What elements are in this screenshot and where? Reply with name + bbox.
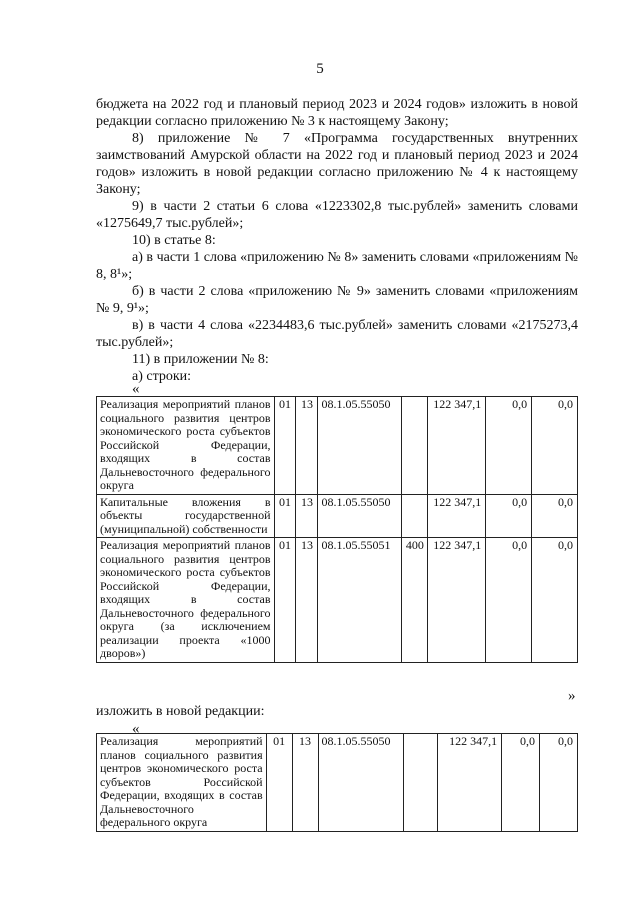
row-2023: 0,0 [502,734,540,832]
row-type [402,494,428,538]
row-2023: 0,0 [486,538,532,663]
row-subsection: 13 [292,734,318,832]
paragraph: бюджета на 2022 год и плановый период 2023 и 2024 годов» изложить в новой редакции согласно приложению № 3 к настоящему Закону; [96,97,578,129]
close-quote: » [568,688,576,704]
paragraph: в) в части 4 слова «2234483,6 тыс.рублей» заменить словами «2175273,4 тыс.рублей»; [96,318,578,350]
page-number: 5 [316,61,324,77]
row-amount: 122 347,1 [428,494,486,538]
paragraph: 9) в части 2 статьи 6 слова «1223302,8 тыс.рублей» заменить словами «1275649,7 тыс.рублей»; [96,199,578,231]
paragraph: а) строки: [132,369,192,384]
row-code: 08.1.05.55050 [318,734,404,832]
row-subsection: 13 [296,397,318,495]
open-quote: « [132,381,140,397]
row-code: 08.1.05.55050 [318,397,402,495]
row-type: 400 [402,538,428,663]
row-name: Реализация мероприятий планов социального развития центров экономического роста субъектов Российской Федерации, входящих в состав Дальневосточного федерального округа (за исключением реализации проекта «1000 дворов») [97,538,275,663]
row-amount: 122 347,1 [438,734,502,832]
row-section: 01 [274,397,296,495]
table-row [97,734,578,832]
row-subsection: 13 [296,494,318,538]
table-row [97,538,578,663]
replace-label: изложить в новой редакции: [96,704,265,719]
row-type [404,734,438,832]
row-name: Реализация мероприятий планов социального развития центров экономического роста субъектов Российской Федерации, входящих в состав Дальневосточного федерального округа [97,734,267,832]
row-section: 01 [274,494,296,538]
table-row [97,397,578,495]
row-subsection: 13 [296,538,318,663]
row-name: Реализация мероприятий планов социального развития центров экономического роста субъектов Российской Федерации, входящих в состав Дальневосточного федерального округа [97,397,275,495]
row-2024: 0,0 [532,494,578,538]
row-code: 08.1.05.55050 [318,494,402,538]
row-code: 08.1.05.55051 [318,538,402,663]
row-2023: 0,0 [486,397,532,495]
row-type [402,397,428,495]
new-rows-table [96,733,578,832]
paragraph: а) в части 1 слова «приложению № 8» заменить словами «приложениям № 8, 8¹»; [96,250,578,282]
table-row [97,494,578,538]
paragraph: 11) в приложении № 8: [132,352,269,367]
old-rows-table [96,396,578,663]
paragraph: 10) в статье 8: [132,233,216,248]
row-name: Капитальные вложения в объекты государственной (муниципальной) собственности [97,494,275,538]
row-section: 01 [266,734,292,832]
row-2024: 0,0 [532,397,578,495]
row-section: 01 [274,538,296,663]
row-2023: 0,0 [486,494,532,538]
row-amount: 122 347,1 [428,397,486,495]
paragraph: б) в части 2 слова «приложению № 9» заменить словами «приложениям № 9, 9¹»; [96,284,578,316]
row-2024: 0,0 [540,734,578,832]
paragraph: 8) приложение № 7 «Программа государственных внутренних заимствований Амурской области на 2022 год и плановый период 2023 и 2024 годов» изложить в новой редакции согласно приложению № 4 к настоящему Закону; [96,131,578,197]
open-quote-new: « [132,721,140,737]
row-2024: 0,0 [532,538,578,663]
document-body [96,96,578,385]
row-amount: 122 347,1 [428,538,486,663]
